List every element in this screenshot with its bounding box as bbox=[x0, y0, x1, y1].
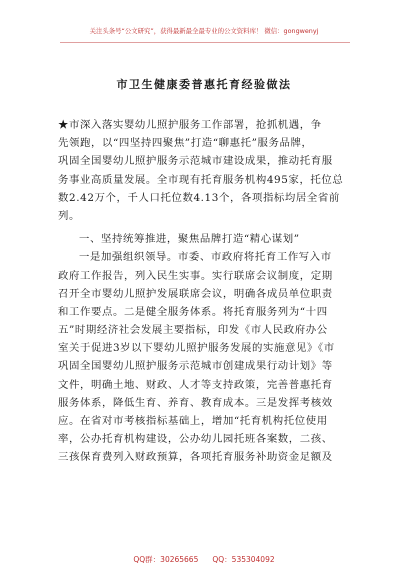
text-line: 率，公办托育机构建设，公办幼儿园托班各案数，二孩、 bbox=[58, 433, 333, 446]
text-line: 数2.42万个，千人口托位数4.13个，各项指标均居全省前 bbox=[58, 191, 340, 204]
text-line: 务事业高质量发展。全市现有托育服务机构495家，托位总 bbox=[58, 173, 344, 186]
text-line: 先领跑，以“四坚持四聚焦”打造“聊惠托”服务品牌， bbox=[58, 137, 313, 150]
text-line: 召开全市婴幼儿照护发展联席会议，明确各成员单位职责 bbox=[58, 287, 333, 300]
text-line: ★市深入落实婴幼儿照护服务工作部署，抢抓机遇，争 bbox=[58, 119, 322, 131]
text-line: 应。在省对市考核指标基础上，增加“托育机构托位使用 bbox=[58, 415, 328, 427]
text-line: 三孩保育费列入财政预算，各项托育服务补助资金足额及 bbox=[58, 451, 333, 464]
section-heading-text: 一、坚持统筹推进，聚焦品牌打造“精心谋划” bbox=[79, 233, 300, 246]
text-line: 巩固全国婴幼儿照护服务示范城市创建成果行动计划》等 bbox=[58, 360, 333, 373]
text-line: 列。 bbox=[58, 209, 80, 222]
text-line: 巩固全国婴幼儿照护服务示范城市建设成果，推动托育服 bbox=[58, 155, 333, 168]
text-line: 和工作要点。二是健全服务体系。将托育服务列为“十四 bbox=[58, 305, 328, 318]
paragraph-intro bbox=[58, 116, 348, 225]
text-line: 服务体系，降低生育、养育、教育成本。三是发挥考核效 bbox=[58, 396, 333, 409]
paragraph-section-1 bbox=[58, 248, 348, 466]
text-line: 文件，明确土地、财政、人才等支持政策，完善普惠托育 bbox=[58, 378, 333, 391]
text-line: 一是加强组织领导。市委、市政府将托育工作写入市 bbox=[79, 251, 332, 264]
section-heading bbox=[58, 230, 348, 248]
text-line: 五”时期经济社会发展主要指标，印发《市人民政府办公 bbox=[58, 324, 328, 337]
qq-group-text: QQ群：30265665 bbox=[133, 555, 199, 564]
text-line: 室关于促进3岁以下婴幼儿照护服务发展的实施意见》《市 bbox=[58, 342, 335, 355]
promo-header: 关注头条号“公文研究”，获得最新最全最专业的公文资料库！ 微信：gongwenyj bbox=[89, 27, 319, 35]
document-body bbox=[58, 116, 348, 467]
text-line: 政府工作报告，列入民生实事。实行联席会议制度，定期 bbox=[58, 269, 333, 282]
document-title: 市卫生健康委普惠托育经验做法 bbox=[116, 78, 292, 91]
qq-text: QQ：535304092 bbox=[212, 555, 275, 564]
contact-footer bbox=[0, 554, 408, 565]
header-divider bbox=[60, 42, 350, 43]
